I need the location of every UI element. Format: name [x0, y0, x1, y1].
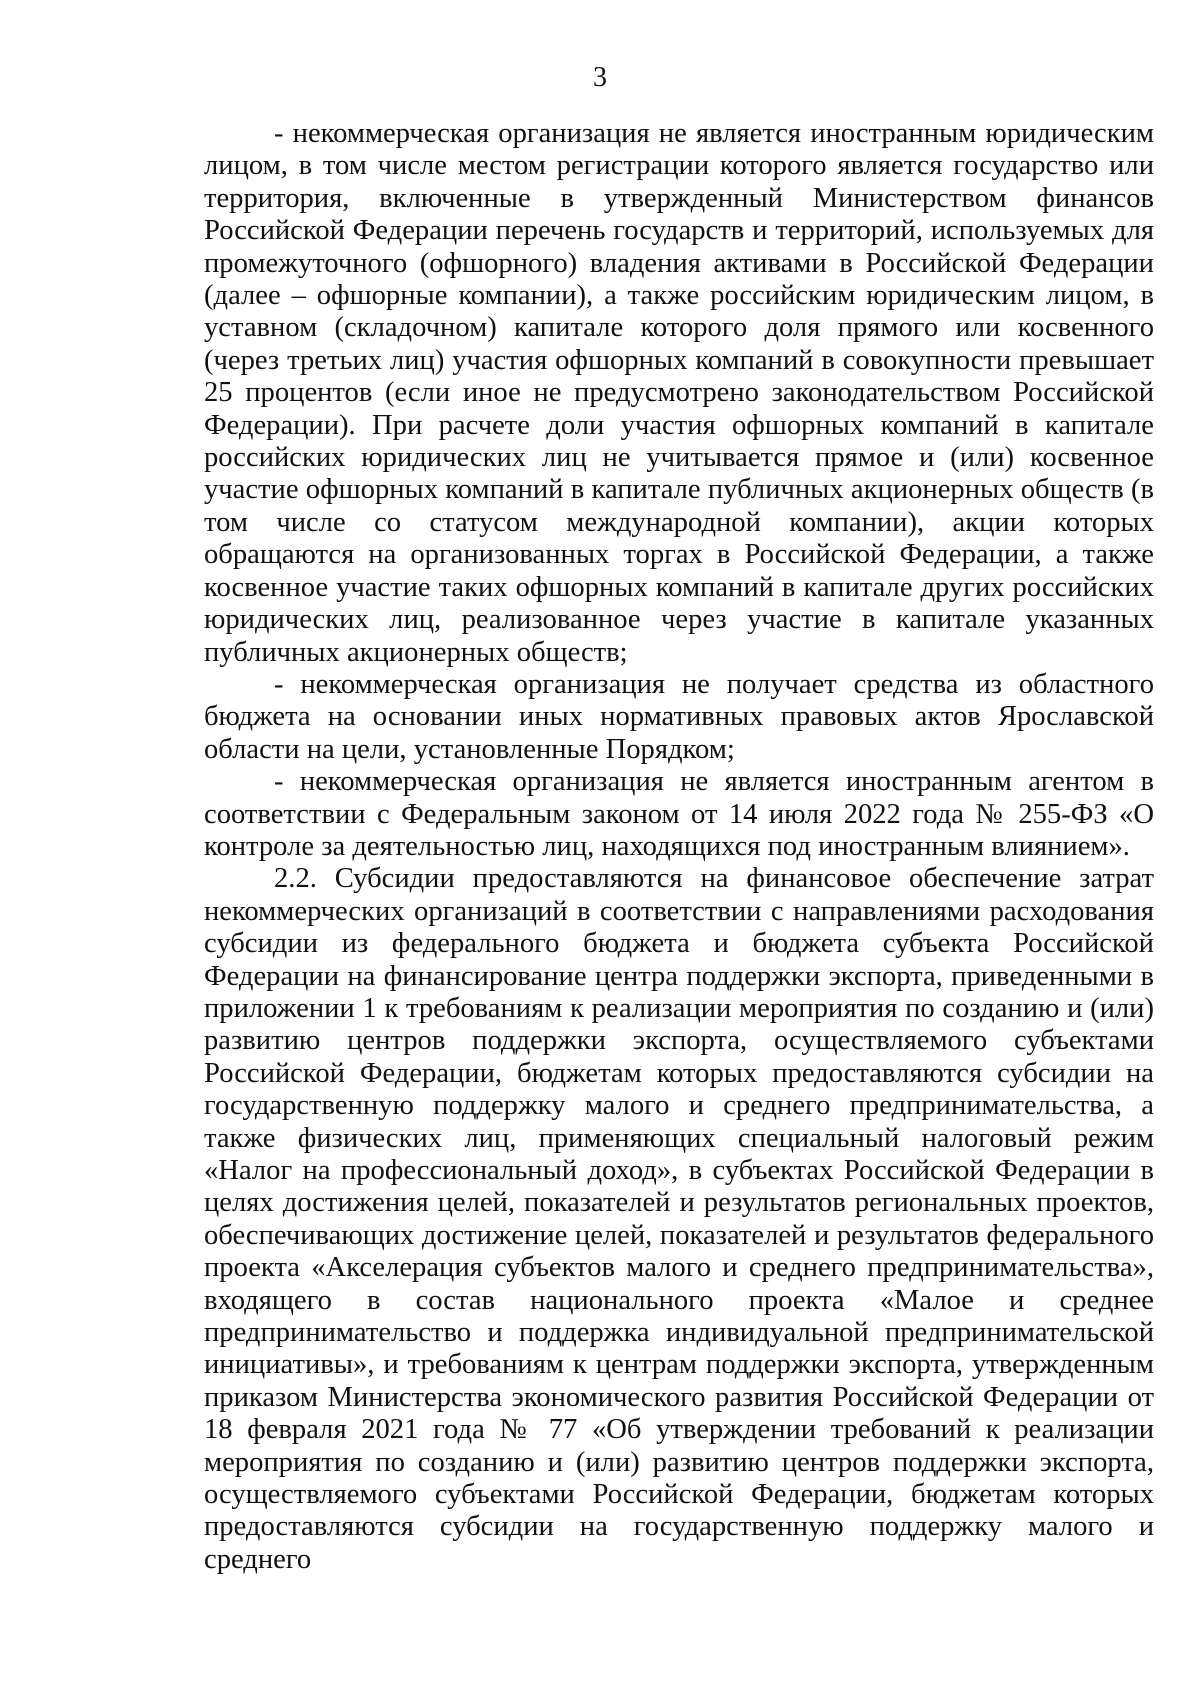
page-number: 3 — [593, 62, 607, 93]
document-body — [204, 118, 1154, 1576]
paragraph-regional-budget-condition: - некоммерческая организация не получает средства из областного бюджета на основании иных нормативных правовых актов Ярославской области на цели, установленные Порядком; — [204, 668, 1154, 765]
paragraph-foreign-agent-condition: - некоммерческая организация не является иностранным агентом в соответствии с Федеральным законом от 14 июля 2022 года № 255-ФЗ «О контроле за деятельностью лиц, находящихся под иностранным влиянием». — [204, 766, 1154, 862]
paragraph-offshore-condition: - некоммерческая организация не является иностранным юридическим лицом, в том числе местом регистрации которого является государство или территория, включенные в утвержденный Министерством финансов Российской Федерации перечень государств и территорий, используемых для промежуточного (офшорного) владения активами в Российской Федерации (далее – офшорные компании), а также российским юридическим лицом, в уставном (складочном) капитале которого доля прямого или косвенного (через третьих лиц) участия офшорных компаний в совокупности превышает 25 процентов (если иное не предусмотрено законодательством Российской Федерации). При расчете доли участия офшорных компаний в капитале российских юридических лиц не учитывается прямое и (или) косвенное участие офшорных компаний в капитале публичных акционерных обществ (в том числе со статусом международной компании), акции которых обращаются на организованных торгах в Российской Федерации, а также косвенное участие таких офшорных компаний в капитале других российских юридических лиц, реализованное через участие в капитале указанных публичных акционерных обществ; — [204, 118, 1154, 668]
paragraph-2-2-subsidies: 2.2. Субсидии предоставляются на финансовое обеспечение затрат некоммерческих организаций в соответствии с направлениями расходования субсидии из федерального бюджета и бюджета субъекта Российской Федерации на финансирование центра поддержки экспорта, приведенными в приложении 1 к требованиям к реализации мероприятия по созданию и (или) развитию центров поддержки экспорта, осуществляемого субъектами Российской Федерации, бюджетам которых предоставляются субсидии на государственную поддержку малого и среднего предпринимательства, а также физических лиц, применяющих специальный налоговый режим «Налог на профессиональный доход», в субъектах Российской Федерации в целях достижения целей, показателей и результатов региональных проектов, обеспечивающих достижение целей, показателей и результатов федерального проекта «Акселерация субъектов малого и среднего предпринимательства», входящего в состав национального проекта «Малое и среднее предпринимательство и поддержка индивидуальной предпринимательской инициативы», и требованиям к центрам поддержки экспорта, утвержденным приказом Министерства экономического развития Российской Федерации от 18 февраля 2021 года № 77 «Об утверждении требований к реализации мероприятия по созданию и (или) развитию центров поддержки экспорта, осуществляемого субъектами Российской Федерации, бюджетам которых предоставляются субсидии на государственную поддержку малого и среднего — [204, 863, 1154, 1575]
